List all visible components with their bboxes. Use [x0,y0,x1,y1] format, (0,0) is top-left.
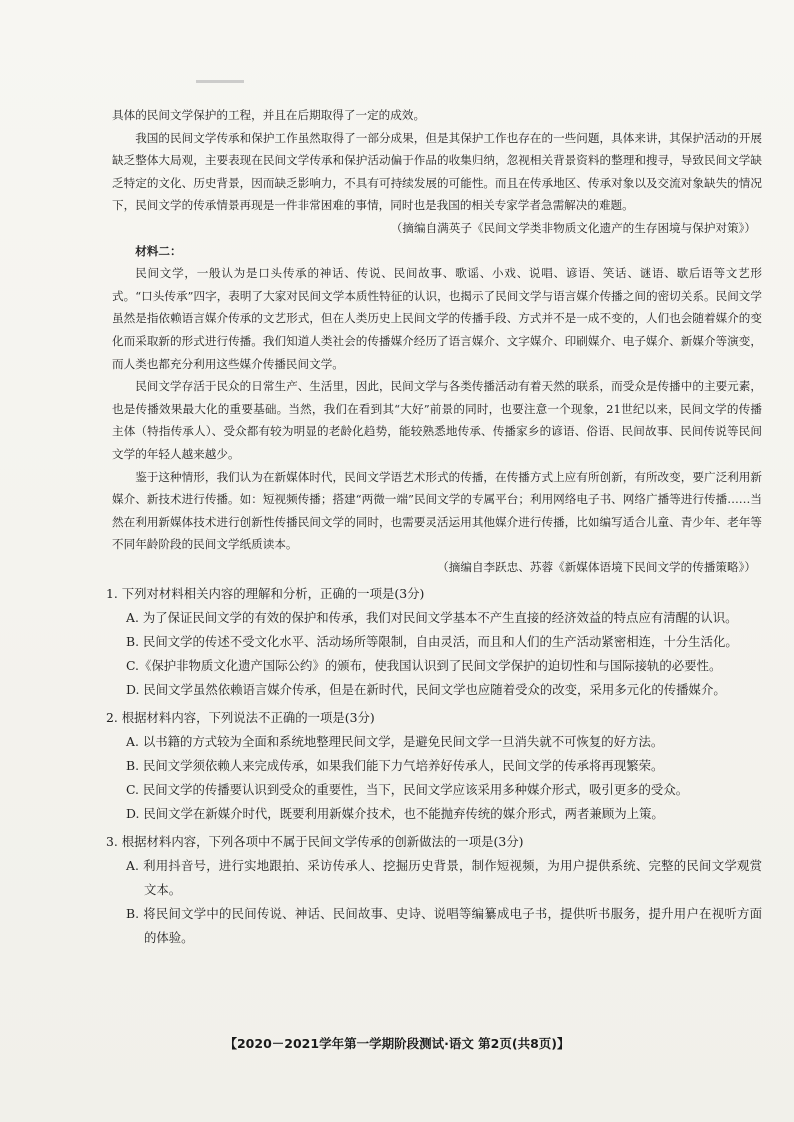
question-2-option-b: B. 民间文学须依赖人来完成传承，如果我们能下力气培养好传承人，民间文学的传承将再现繁荣。 [126,758,664,774]
question-2 [106,706,762,826]
paragraph-definition: 民间文学，一般认为是口头传承的神话、传说、民间故事、歌谣、小戏、说唱、谚语、笑话、谜语、歇后语等文艺形式。“口头传承”四字，表明了大家对民间文学本质性特征的认识，也揭示了民间文学与语言媒介传播之间的密切关系。民间文学虽然是指依赖语言媒介传承的文艺形式，但在人类历史上民间文学的传播手段、方式并不是一成不变的，人们也会随着媒介的变化而采取新的形式进行传播。我们知道人类社会的传播媒介经历了语言媒介、文字媒介、印刷媒介、电子媒介、新媒介等演变，而人类也都充分利用这些媒介传播民间文学。 [112,266,762,371]
question-1-option-b: B. 民间文学的传述不受文化水平、活动场所等限制，自由灵活，而且和人们的生产活动紧密相连，十分生活化。 [126,634,738,650]
source-citation-1: （摘编自满英子《民间文学类非物质文化遗产的生存困境与保护对策》） [390,220,756,235]
question-3-stem: 3. 根据材料内容，下列各项中不属于民间文学传承的创新做法的一项是(3分) [106,834,524,850]
question-3-option-a: A. 利用抖音号，进行实地跟拍、采访传承人、挖掘历史背景，制作短视频，为用户提供系统、完整的民间文学观赏文本。 [126,858,762,898]
question-2-option-d: D. 民间文学在新媒介时代，既要利用新媒介技术，也不能抛弃传统的媒介形式，两者兼顾为上策。 [126,806,664,822]
page-footer: 【2020－2021学年第一学期阶段测试·语文 第2页(共8页)】 [224,1036,570,1051]
page-content [106,104,762,950]
source-citation-2: （摘编自李跃忠、苏蓉《新媒体语境下民间文学的传播策略》） [437,559,756,574]
material-2-heading: 材料二： [135,243,182,258]
question-3 [106,830,762,950]
paragraph-problems: 我国的民间文学传承和保护工作虽然取得了一部分成果，但是其保护工作也存在的一些问题，具体来讲，其保护活动的开展缺乏整体大局观，主要表现在民间文学传承和保护活动偏于作品的收集归纳，忽视相关背景资料的整理和搜寻，导致民间文学缺乏特定的文化、历史背景，因而缺乏影响力，不具有可持续发展的可能性。而且在传承地区、传承对象以及交流对象缺失的情况下，民间文学的传承情景再现是一件非常困难的事情，同时也是我国的相关专家学者急需解决的难题。 [112,130,762,213]
paragraph-strategy: 鉴于这种情形，我们认为在新媒体时代，民间文学语艺术形式的传播，在传播方式上应有所创新，有所改变，要广泛利用新媒介、新技术进行传播。如：短视频传播；搭建“两微一端”民间文学的专属平台；利用网络电子书、网络广播等进行传播……当然在利用新媒体技术进行创新性传播民间文学的同时，也需要灵活运用其他媒介进行传播，比如编写适合儿童、青少年、老年等不同年龄阶段的民间文学纸质读本。 [112,469,762,552]
paragraph-life: 民间文学存活于民众的日常生产、生活里，因此，民间文学与各类传播活动有着天然的联系，而受众是传播中的主要元素，也是传播效果最大化的重要基础。当然，我们在看到其“大好”前景的同时，也要注意一个现象，21世纪以来，民间文学的传播主体（特指传承人）、受众都有较为明显的老龄化趋势，能较熟悉地传承、传播家乡的谚语、俗语、民间故事、民间传说等民间文学的年轻人越来越少。 [112,379,762,461]
question-1 [106,582,762,702]
question-1-option-d: D. 民间文学虽然依赖语言媒介传承，但是在新时代，民间文学也应随着受众的改变，采用多元化的传播媒介。 [126,682,726,698]
question-2-option-a: A. 以书籍的方式较为全面和系统地整理民间文学，是避免民间文学一旦消失就不可恢复的好方法。 [126,734,664,750]
question-3-option-b: B. 将民间文学中的民间传说、神话、民间故事、史诗、说唱等编纂成电子书，提供听书服务，提升用户在视听方面的体验。 [126,906,762,946]
question-2-option-c: C. 民间文学的传播要认识到受众的重要性，当下，民间文学应该采用多种媒介形式，吸引更多的受众。 [126,782,689,798]
question-1-option-a: A. 为了保证民间文学的有效的保护和传承，我们对民间文学基本不产生直接的经济效益的特点应有清醒的认识。 [126,610,738,626]
paragraph-continued: 具体的民间文学保护的工程，并且在后期取得了一定的成效。 [112,108,426,122]
question-1-option-c: C.《保护非物质文化遗产国际公约》的颁布，使我国认识到了民间文学保护的迫切性和与国际接轨的必要性。 [126,658,722,674]
scan-mark [196,80,244,83]
question-1-stem: 1. 下列对材料相关内容的理解和分析，正确的一项是(3分) [106,586,425,602]
question-2-stem: 2. 根据材料内容，下列说法不正确的一项是(3分) [106,710,375,726]
